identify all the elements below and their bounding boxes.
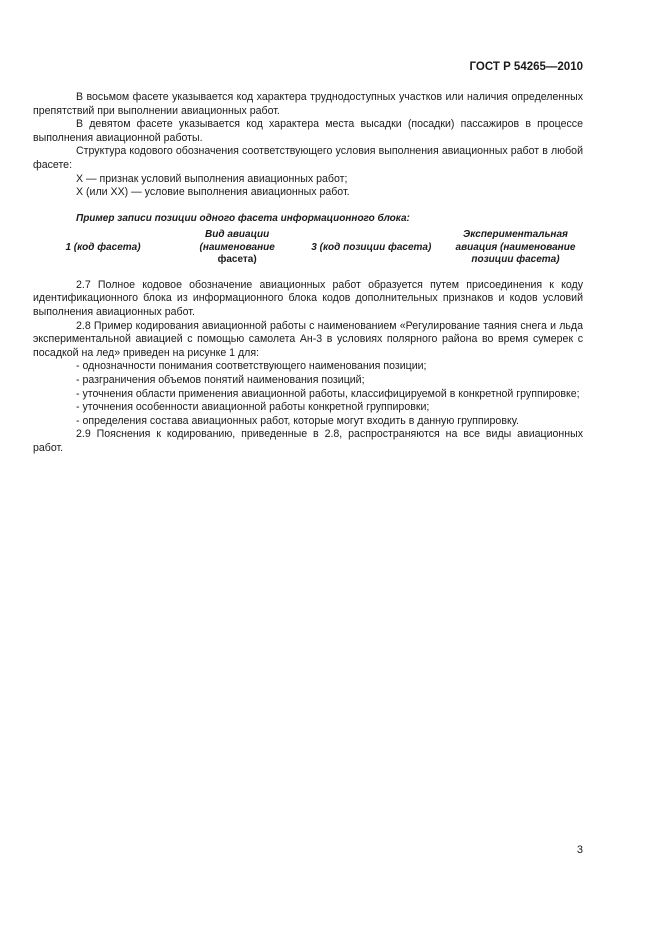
example-title: Пример записи позиции одного фасета информационного блока: (76, 212, 410, 224)
example-text: 3 (код позиции фасета) (311, 241, 432, 253)
paragraph: В восьмом фасете указывается код характера труднодоступных участков или наличия определенных препятствий при выполнении авиационных работ. (33, 91, 583, 117)
paragraph: 2.9 Пояснения к кодированию, приведенные в 2.8, распространяются на все виды авиационных работ. (33, 428, 583, 454)
paragraph: 2.7 Полное кодовое обозначение авиационных работ образуется путем присоединения к коду идентификационного блока из информационного блока кодов дополнительных признаков и кодов условий выполнения авиационных работ. (33, 278, 583, 319)
standard-code: ГОСТ Р 54265—2010 (469, 61, 583, 73)
paragraph: Структура кодового обозначения соответствующего условия выполнения авиационных работ в любой фасете: (33, 145, 583, 171)
example-text: Вид авиации (205, 229, 270, 241)
example-text: Экспериментальная (463, 229, 568, 241)
paragraph: Х (или ХХ) — условие выполнения авиационных работ. (76, 186, 350, 199)
list-item: - разграничения объемов понятий наименования позиций; (76, 374, 365, 386)
example-col-facet-name (180, 229, 295, 267)
paragraph: В девятом фасете указывается код характера места высадки (посадки) пассажиров в процессе выполнения авиационной работы. (33, 118, 583, 144)
paragraph: Х — признак условий выполнения авиационных работ; (76, 172, 348, 185)
example-text: авиация (наименование (455, 241, 576, 253)
example-col-position-code (301, 242, 441, 255)
page-number: 3 (576, 844, 583, 856)
example-text: (наименование (199, 241, 275, 253)
example-col-position-name (448, 229, 583, 267)
list-item: - однозначности понимания соответствующего наименования позиции; (76, 360, 427, 373)
example-text: позиции фасета) (471, 254, 560, 266)
example-text: фасета) (217, 254, 257, 266)
list-item: - уточнения особенности авиационной работы конкретной группировки; (76, 401, 430, 414)
list-item: - определения состава авиационных работ, которые могут входить в данную группировку. (76, 414, 519, 427)
example-text: 1 (код фасета) (65, 241, 141, 253)
example-col-facet-code (33, 242, 173, 255)
list-item: - уточнения области применения авиационной работы, классифицируемой в конкретной группировке; (76, 387, 580, 400)
paragraph: 2.8 Пример кодирования авиационной работы с наименованием «Регулирование таяния снега и льда экспериментальной авиацией с помощью самолета Ан-3 в условиях полярного района во время сумерек с посадкой на лед» приведен на рисунке 1 для: (33, 319, 583, 359)
example-table (33, 229, 583, 267)
document-body (33, 91, 583, 456)
